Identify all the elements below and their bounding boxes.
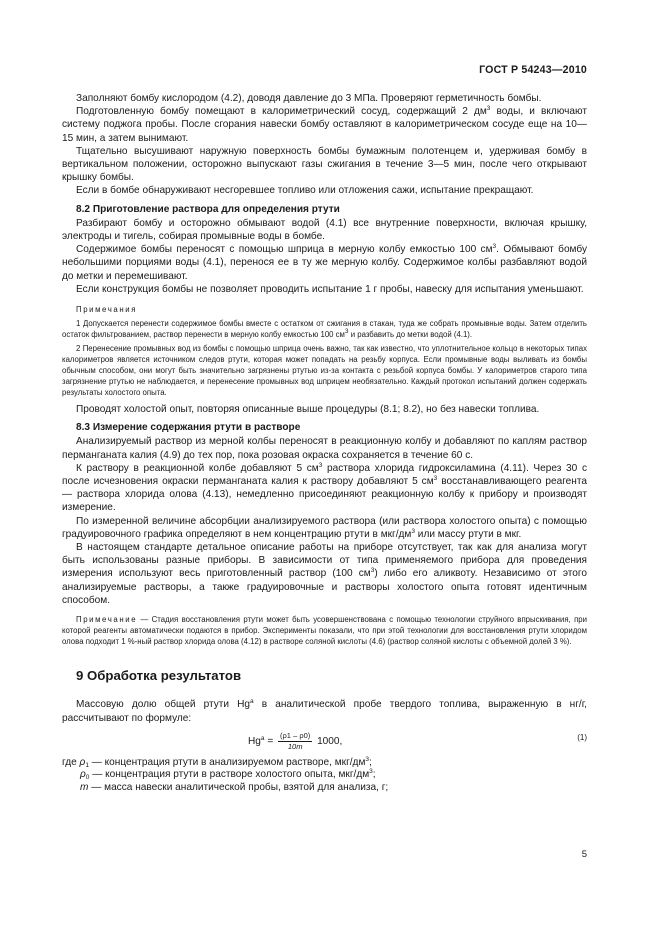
section-heading-9: 9 Обработка результатов [76,668,242,684]
standard-code-header: ГОСТ Р 54243—2010 [479,64,587,76]
paragraph: В настоящем стандарте детальное описание работы на приборе отсутствует, так как для анализа могут быть использованы разные приборы. В зависимости от типа применяемого прибора для проведения измерения используют весь приготовленный раствор (100 $см^3$) либо его аликвоту. Независимо от этого анализируемые растворы, а также градуировочные и растворы холостого опыта готовят идентичным способом. [62,542,587,606]
paragraph: Подготовленную бомбу помещают в калориметрический сосуд, содержащий 2 $дм^3$ воды, и включают систему поджога пробы. После сгорания навески бомбу оставляют в калориметрическом сосуде еще на 10—15 мин, а затем вынимают. [62,105,587,144]
definition-m: m — масса навески аналитической пробы, взятой для анализа, г; [80,781,389,793]
formula-fraction: $\frac{(\rho 1 - \rho 0)}{10m}$ [280,730,311,751]
formula-expression: $Hg^a$ = $\frac{(\rho 1 - \rho 0)}{10m}$ 1000, [248,730,343,751]
paragraph: Разбирают бомбу и осторожно обмывают водой (4.1) все внутренние поверхности, включая крышку, электроды и тигель, собирая промывные воды в бомбе. [62,217,587,243]
paragraph: Анализируемый раствор из мерной колбы переносят в реакционную колбу и добавляют по каплям раствор перманганата калия (4.9) до тех пор, пока розовая окраска сохраняется в течение 60 с. [62,436,587,461]
section-heading-8-3: 8.3 Измерение содержания ртути в растворе [76,422,301,434]
section-heading-8-2: 8.2 Приготовление раствора для определения ртути [76,203,340,215]
paragraph: Тщательно высушивают наружную поверхность бомбы бумажным полотенцем и, удерживая бомбу в вертикальном положении, осторожно выпускают газы сжигания в течение 3—5 мин, после чего открывают крышку бомбы. [62,145,587,184]
paragraph: К раствору в реакционной колбе добавляют 5 $см^3$ раствора хлорида гидроксиламина (4.11). Через 30 с после исчезновения окраски перманганата калия к раствору добавляют 5 $см^3$ восстанавливающего реагента — раствора хлорида олова (4.13), немедленно присоединяют реакционную колбу к прибору и производят измерение. [62,461,587,514]
definition-rho0: $\rho_0$ — концентрация ртути в растворе холостого опыта, мкг/$дм^3$; [80,768,376,782]
page-number: 5 [581,849,587,860]
note-1: 1 Допускается перенести содержимое бомбы вместе с остатком от сжигания в стакан, туда же собрать промывные воды. Затем отделить остаток фильтрованием, раствор перенести в мерную колбу емкостью 100 $см^3$ и разбавить до метки водой (4.1). [62,319,587,340]
note-2: 2 Перенесение промывных вод из бомбы с помощью шприца очень важно, так как известно, что уплотнительное кольцо в некоторых типах калориметров является источником следов ртути, которая может попадать на резьбу корпуса. Если промывные воды выливать из бомбы обычным способом, они могут быть значительно загрязнены ртутью из-за контакта с резьбой корпуса бомбы. У калориметров старого типа загрязнение ртутью не наблюдается, и перенесение промывных вод шприцем необязательно. Каждый протокол испытаний должен содержать результаты холостого опыта. [62,344,587,398]
definition-rho1: где $\rho_1$ — концентрация ртути в анализируемом растворе, мкг/$дм^3$; [62,755,372,769]
paragraph: Содержимое бомбы переносят с помощью шприца в мерную колбу емкостью 100 $см^3$. Обмывают бомбу небольшими порциями воды (4.1), перенося ее в ту же мерную колбу. Содержимое колбы разбавляют водой до метки и перемешивают. [62,243,587,282]
paragraph: По измеренной величине абсорбции анализируемого раствора (или раствора холостого опыта) с помощью градуировочного графика определяют в нем концентрацию ртути в мкг/$дм^3$ или массу ртути в мкг. [62,515,587,540]
paragraph: Массовую долю общей ртути Hg$^a$ в аналитической пробе твердого топлива, выраженную в нг/г, рассчитывают по формуле: [62,698,587,724]
paragraph: Проводят холостой опыт, повторяя описанные выше процедуры (8.1; 8.2), но без навески топлива. [76,404,540,416]
page-body [62,92,587,794]
paragraph: Если конструкция бомбы не позволяет проводить испытание 1 г пробы, навеску для испытания уменьшают. [76,283,584,295]
symbol-definitions [62,757,587,795]
paragraph: Заполняют бомбу кислородом (4.2), доводя давление до 3 МПа. Проверяют герметичность бомбы. [76,93,542,104]
paragraph: Если в бомбе обнаруживают несгоревшее топливо или отложения сажи, испытание прекращают. [76,185,534,197]
formula-number: (1) [577,732,587,742]
note-3: Примечание — Стадия восстановления ртути может быть усовершенствована с помощью технологии струйного впрыскивания, при которой реагенты автоматически подаются в прибор. Эксперименты показали, что при этой технологии для восстановления ртути хлоридом олова подходит 1 %-ный раствор хлорида олова (4.12) в растворе соляной кислоты (4.6) (раствор соляной кислоты с объемной долей 3 %). [62,615,587,647]
notes-title: Примечания [76,305,138,315]
formula-1 [62,727,587,757]
